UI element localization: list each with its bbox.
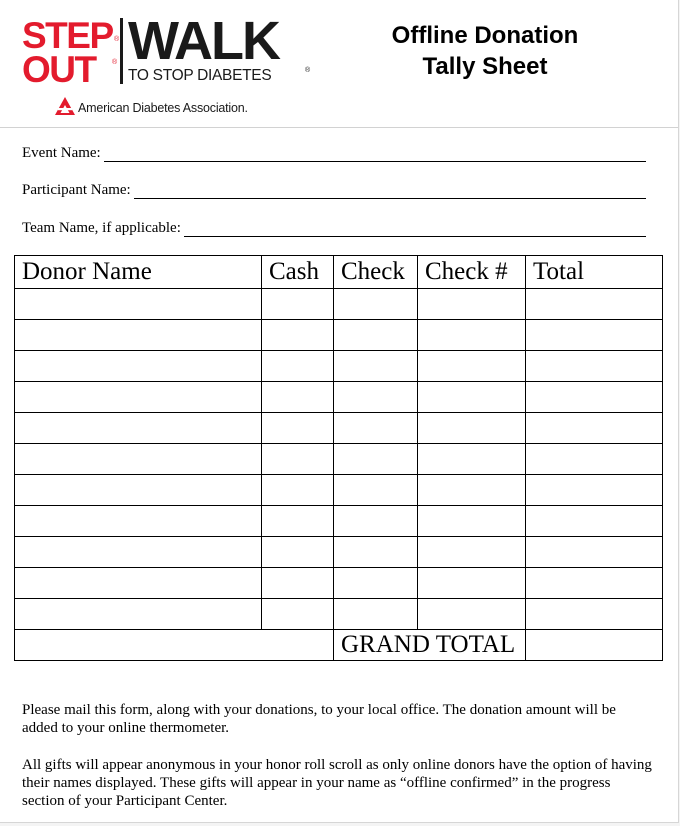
table-row bbox=[15, 537, 663, 568]
total-cell[interactable] bbox=[526, 320, 663, 351]
grand-total-label: GRAND TOTAL bbox=[334, 630, 526, 661]
check-number-cell[interactable] bbox=[418, 475, 526, 506]
ada-triangle-icon bbox=[54, 96, 76, 116]
title-line-2: Tally Sheet bbox=[422, 53, 548, 80]
table-row bbox=[15, 289, 663, 320]
logo-step-text: STEP bbox=[22, 15, 113, 56]
participant-name-field[interactable] bbox=[22, 179, 646, 199]
table-row bbox=[15, 320, 663, 351]
table-row bbox=[15, 413, 663, 444]
table-row bbox=[15, 568, 663, 599]
logo-registered-mark: ® bbox=[305, 67, 311, 74]
donor-name-cell[interactable] bbox=[15, 351, 262, 382]
check-cell[interactable] bbox=[334, 506, 418, 537]
donor-name-cell[interactable] bbox=[15, 382, 262, 413]
donor-name-cell[interactable] bbox=[15, 475, 262, 506]
check-cell[interactable] bbox=[334, 320, 418, 351]
total-cell[interactable] bbox=[526, 537, 663, 568]
team-name-field[interactable] bbox=[22, 217, 646, 237]
total-cell[interactable] bbox=[526, 382, 663, 413]
cash-cell[interactable] bbox=[262, 475, 334, 506]
cash-cell[interactable] bbox=[262, 444, 334, 475]
step-out-walk-logo bbox=[22, 11, 322, 120]
total-cell[interactable] bbox=[526, 506, 663, 537]
header-check-number: Check # bbox=[418, 256, 526, 289]
donor-name-cell[interactable] bbox=[15, 289, 262, 320]
logo-divider bbox=[120, 18, 123, 84]
table-body bbox=[15, 289, 663, 661]
grand-total-row bbox=[15, 630, 663, 661]
donor-name-cell[interactable] bbox=[15, 320, 262, 351]
check-cell[interactable] bbox=[334, 413, 418, 444]
table-row bbox=[15, 475, 663, 506]
logo-registered-mark: ® bbox=[114, 36, 120, 43]
event-name-line[interactable] bbox=[104, 147, 646, 162]
check-number-cell[interactable] bbox=[418, 444, 526, 475]
total-cell[interactable] bbox=[526, 444, 663, 475]
event-name-label: Event Name: bbox=[22, 145, 101, 161]
check-cell[interactable] bbox=[334, 289, 418, 320]
logo-walk-text: WALK bbox=[128, 11, 279, 71]
page-title bbox=[360, 20, 610, 82]
check-cell[interactable] bbox=[334, 568, 418, 599]
logo-tagline: TO STOP DIABETES bbox=[128, 67, 272, 84]
cash-cell[interactable] bbox=[262, 351, 334, 382]
cash-cell[interactable] bbox=[262, 568, 334, 599]
check-number-cell[interactable] bbox=[418, 568, 526, 599]
check-number-cell[interactable] bbox=[418, 382, 526, 413]
donor-name-cell[interactable] bbox=[15, 444, 262, 475]
donor-name-cell[interactable] bbox=[15, 568, 262, 599]
donor-name-cell[interactable] bbox=[15, 537, 262, 568]
anonymity-notice: All gifts will appear anonymous in your honor roll scroll as only online donors have the option of having their names displayed. These gifts will appear in your name as “offline confirmed” in the progress section of your Participant Center. bbox=[22, 757, 652, 809]
check-cell[interactable] bbox=[334, 351, 418, 382]
grand-total-cell[interactable] bbox=[526, 630, 663, 661]
event-name-field[interactable] bbox=[22, 142, 646, 162]
donor-name-cell[interactable] bbox=[15, 506, 262, 537]
donor-name-cell[interactable] bbox=[15, 599, 262, 630]
table-row bbox=[15, 444, 663, 475]
check-cell[interactable] bbox=[334, 537, 418, 568]
table-row bbox=[15, 351, 663, 382]
check-number-cell[interactable] bbox=[418, 413, 526, 444]
table-row bbox=[15, 599, 663, 630]
team-name-line[interactable] bbox=[184, 222, 646, 237]
header-total: Total bbox=[526, 256, 663, 289]
title-line-1: Offline Donation bbox=[391, 22, 579, 49]
logo-registered-mark: ® bbox=[112, 59, 118, 66]
header-donor-name: Donor Name bbox=[15, 256, 262, 289]
check-number-cell[interactable] bbox=[418, 599, 526, 630]
donor-name-cell[interactable] bbox=[15, 413, 262, 444]
participant-name-label: Participant Name: bbox=[22, 182, 131, 198]
table-row bbox=[15, 506, 663, 537]
team-name-label: Team Name, if applicable: bbox=[22, 220, 181, 236]
cash-cell[interactable] bbox=[262, 413, 334, 444]
participant-name-line[interactable] bbox=[134, 184, 646, 199]
cash-cell[interactable] bbox=[262, 506, 334, 537]
cash-cell[interactable] bbox=[262, 382, 334, 413]
mail-instructions: Please mail this form, along with your donations, to your local office. The donation amount will be added to your online thermometer. bbox=[22, 702, 616, 736]
total-cell[interactable] bbox=[526, 475, 663, 506]
check-cell[interactable] bbox=[334, 382, 418, 413]
cash-cell[interactable] bbox=[262, 320, 334, 351]
total-cell[interactable] bbox=[526, 351, 663, 382]
donation-tally-table bbox=[14, 255, 663, 661]
header-cash: Cash bbox=[262, 256, 334, 289]
check-cell[interactable] bbox=[334, 475, 418, 506]
check-number-cell[interactable] bbox=[418, 506, 526, 537]
cash-cell[interactable] bbox=[262, 599, 334, 630]
total-cell[interactable] bbox=[526, 413, 663, 444]
check-number-cell[interactable] bbox=[418, 537, 526, 568]
ada-association-name: American Diabetes Association. bbox=[78, 101, 248, 115]
check-number-cell[interactable] bbox=[418, 351, 526, 382]
check-cell[interactable] bbox=[334, 444, 418, 475]
cash-cell[interactable] bbox=[262, 537, 334, 568]
total-cell[interactable] bbox=[526, 289, 663, 320]
header-divider bbox=[0, 127, 678, 128]
grand-total-blank-cell bbox=[15, 630, 334, 661]
total-cell[interactable] bbox=[526, 599, 663, 630]
total-cell[interactable] bbox=[526, 568, 663, 599]
header-check: Check bbox=[334, 256, 418, 289]
logo-out-text: OUT bbox=[22, 49, 96, 90]
cash-cell[interactable] bbox=[262, 289, 334, 320]
check-number-cell[interactable] bbox=[418, 320, 526, 351]
check-cell[interactable] bbox=[334, 599, 418, 630]
table-row bbox=[15, 382, 663, 413]
check-number-cell[interactable] bbox=[418, 289, 526, 320]
table-header-row bbox=[15, 256, 663, 289]
